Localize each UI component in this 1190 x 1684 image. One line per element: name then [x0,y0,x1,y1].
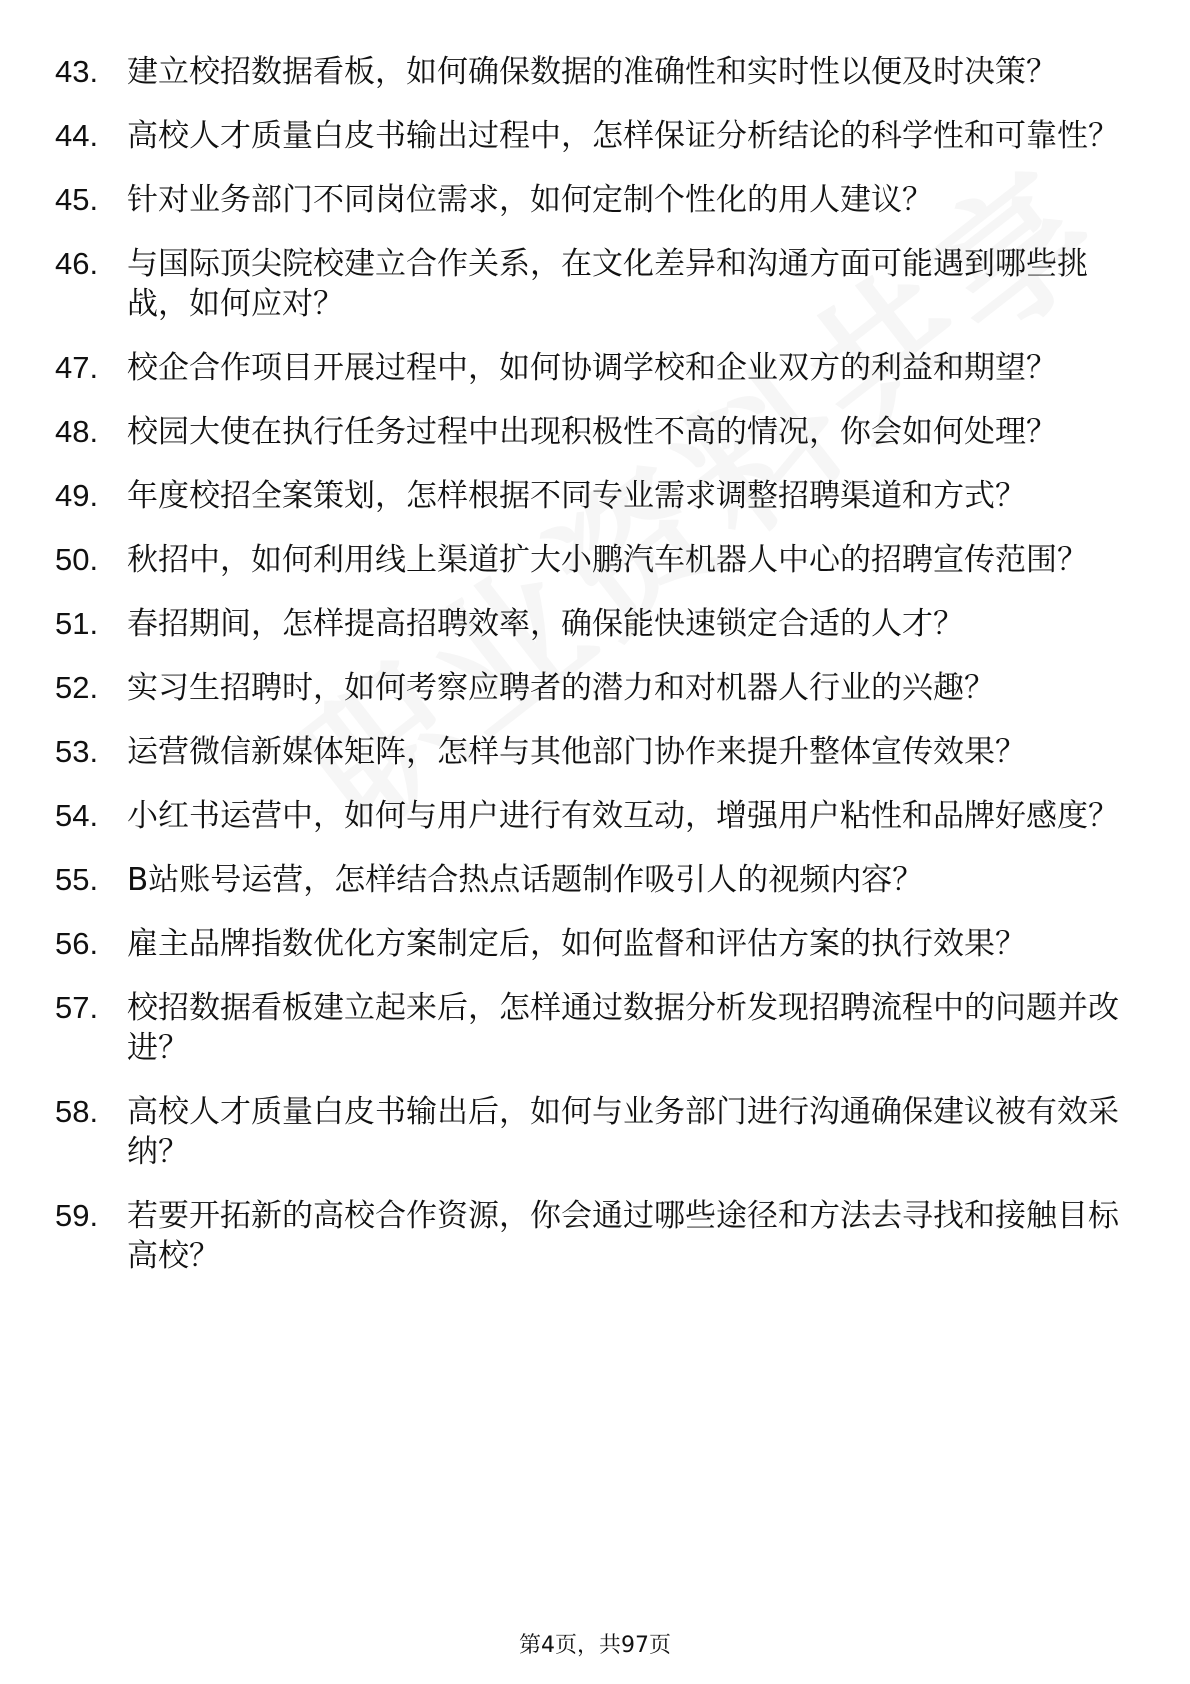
question-number: 53. [55,734,99,769]
question-item [55,924,1135,964]
question-text: 针对业务部门不同岗位需求，如何定制个性化的用人建议？ [127,182,933,218]
question-item [55,476,1135,516]
question-text: 高校人才质量白皮书输出后，如何与业务部门进行沟通确保建议被有效采纳？ [127,1094,1119,1170]
question-item [55,1092,1135,1172]
question-text: 校企合作项目开展过程中，如何协调学校和企业双方的利益和期望？ [127,350,1057,386]
question-item [55,348,1135,388]
question-text: 雇主品牌指数优化方案制定后，如何监督和评估方案的执行效果？ [127,926,1026,962]
question-number: 55. [55,862,99,897]
question-number: 45. [55,182,99,217]
question-item [55,860,1135,900]
question-item [55,180,1135,220]
question-item [55,668,1135,708]
question-text: 建立校招数据看板，如何确保数据的准确性和实时性以便及时决策？ [127,54,1057,90]
question-item [55,540,1135,580]
question-text: 运营微信新媒体矩阵，怎样与其他部门协作来提升整体宣传效果？ [127,734,1026,770]
question-number: 58. [55,1094,99,1129]
question-text: 秋招中，如何利用线上渠道扩大小鹏汽车机器人中心的招聘宣传范围？ [127,542,1088,578]
question-number: 46. [55,246,99,281]
page-footer [0,1628,1190,1659]
question-number: 59. [55,1198,99,1233]
question-text: 实习生招聘时，如何考察应聘者的潜力和对机器人行业的兴趣？ [127,670,995,706]
question-list [55,52,1135,1300]
question-number: 49. [55,478,99,513]
question-text: 若要开拓新的高校合作资源，你会通过哪些途径和方法去寻找和接触目标高校？ [127,1198,1119,1274]
question-text: 校招数据看板建立起来后，怎样通过数据分析发现招聘流程中的问题并改进？ [127,990,1119,1066]
question-text: 小红书运营中，如何与用户进行有效互动，增强用户粘性和品牌好感度？ [127,798,1119,834]
question-item [55,796,1135,836]
question-text: 校园大使在执行任务过程中出现积极性不高的情况，你会如何处理？ [127,414,1057,450]
page-number-label: 第4页，共97页 [519,1633,671,1658]
question-item [55,604,1135,644]
question-text: 春招期间，怎样提高招聘效率，确保能快速锁定合适的人才？ [127,606,964,642]
question-number: 44. [55,118,99,153]
question-item [55,988,1135,1068]
question-item [55,52,1135,92]
question-item [55,732,1135,772]
question-number: 50. [55,542,99,577]
question-item [55,412,1135,452]
question-number: 48. [55,414,99,449]
question-number: 54. [55,798,99,833]
question-item [55,1196,1135,1276]
question-text: 与国际顶尖院校建立合作关系，在文化差异和沟通方面可能遇到哪些挑战，如何应对？ [127,246,1088,322]
question-number: 51. [55,606,99,641]
question-item [55,116,1135,156]
question-text: 高校人才质量白皮书输出过程中，怎样保证分析结论的科学性和可靠性？ [127,118,1119,154]
question-item [55,244,1135,324]
question-text: B站账号运营，怎样结合热点话题制作吸引人的视频内容？ [127,862,924,898]
question-number: 52. [55,670,99,705]
question-number: 56. [55,926,99,961]
question-number: 57. [55,990,99,1025]
question-text: 年度校招全案策划，怎样根据不同专业需求调整招聘渠道和方式？ [127,478,1026,514]
question-number: 43. [55,54,99,89]
question-number: 47. [55,350,99,385]
